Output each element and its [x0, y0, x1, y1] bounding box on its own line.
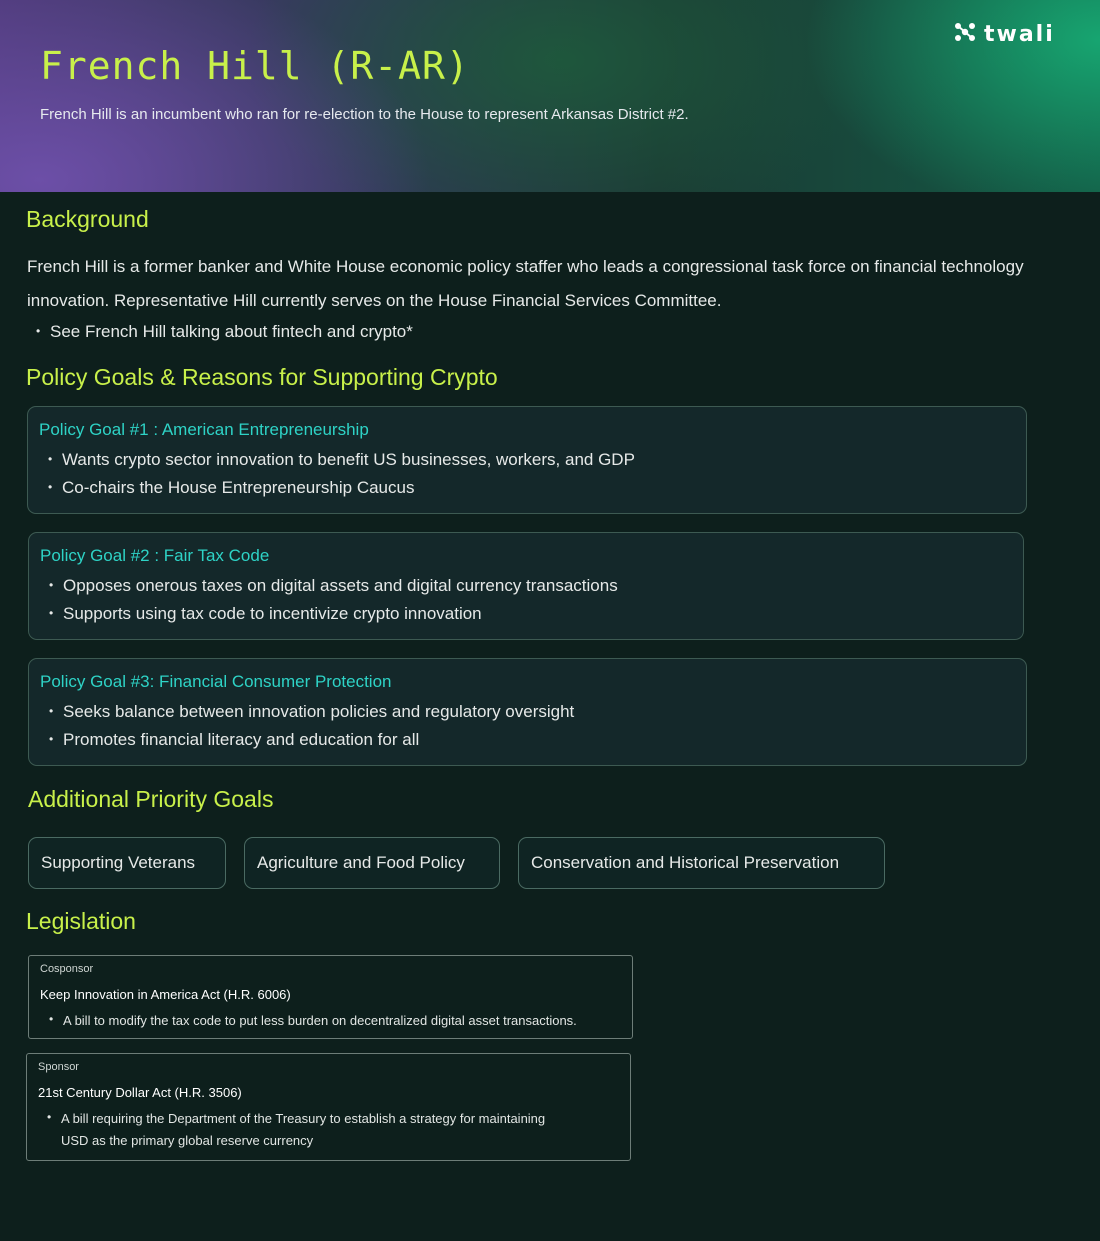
bill-description — [49, 1007, 577, 1033]
policy-goal-bullet-text: Opposes onerous taxes on digital assets and digital currency transactions — [63, 576, 618, 595]
policy-goal-title: Policy Goal #2 : Fair Tax Code — [40, 546, 270, 565]
bill-card-cosponsor — [28, 955, 633, 1039]
page-subtitle: French Hill is an incumbent who ran for re-election to the House to represent Arkansas District #2. — [40, 106, 689, 123]
bullet-icon: • — [36, 324, 41, 338]
policy-goal-bullet — [49, 702, 574, 722]
additional-goals-heading: Additional Priority Goals — [28, 786, 274, 812]
policy-heading: Policy Goals & Reasons for Supporting Crypto — [26, 364, 498, 390]
policy-goal-bullet — [49, 730, 419, 750]
logo-text: twali — [984, 21, 1055, 47]
bill-description-text: A bill requiring the Department of the Treasury to establish a strategy for maintaining — [61, 1111, 546, 1126]
bullet-icon: • — [49, 578, 54, 592]
policy-goal-bullet — [48, 450, 635, 470]
policy-goal-card-1 — [27, 406, 1027, 514]
bill-role: Cosponsor — [40, 963, 94, 975]
bill-card-sponsor — [26, 1053, 631, 1161]
priority-goal-pill: Supporting Veterans — [28, 837, 226, 889]
policy-goal-bullet-text: Wants crypto sector innovation to benefit US businesses, workers, and GDP — [62, 450, 635, 469]
bill-description-text: A bill to modify the tax code to put less burden on decentralized digital asset transactions. — [63, 1013, 577, 1028]
bill-description — [47, 1105, 545, 1131]
policy-goal-card-3 — [28, 658, 1027, 766]
fintech-video-link[interactable] — [36, 322, 413, 342]
background-paragraph: French Hill is a former banker and White House economic policy staffer who leads a congressional task force on financial technology innovation. Representative Hill currently serves on the House Financial Services Committee. — [27, 257, 1024, 310]
legislation-heading: Legislation — [26, 908, 136, 934]
policy-goal-title: Policy Goal #1 : American Entrepreneurship — [39, 420, 369, 439]
header-banner — [0, 0, 1100, 192]
policy-goal-bullet-text: Promotes financial literacy and education for all — [63, 730, 420, 749]
policy-goal-bullet-text: Co-chairs the House Entrepreneurship Caucus — [62, 478, 415, 497]
brand-logo[interactable] — [954, 22, 1055, 46]
bullet-icon: • — [48, 452, 53, 466]
page-title: French Hill (R-AR) — [40, 44, 470, 88]
fintech-video-link-text: See French Hill talking about fintech and crypto* — [50, 322, 413, 341]
policy-goal-bullet-text: Supports using tax code to incentivize crypto innovation — [63, 604, 482, 623]
priority-goal-pill: Agriculture and Food Policy — [244, 837, 500, 889]
bullet-icon: • — [47, 1110, 52, 1124]
priority-goal-pill: Conservation and Historical Preservation — [518, 837, 885, 889]
molecule-icon — [954, 21, 976, 48]
bill-title: Keep Innovation in America Act (H.R. 6006) — [40, 987, 291, 1002]
policy-goal-title: Policy Goal #3: Financial Consumer Protection — [40, 672, 392, 691]
bill-title: 21st Century Dollar Act (H.R. 3506) — [38, 1085, 242, 1100]
policy-goal-bullet-text: Seeks balance between innovation policies and regulatory oversight — [63, 702, 575, 721]
bill-description-continued: USD as the primary global reserve currency — [61, 1133, 314, 1148]
bullet-icon: • — [49, 704, 54, 718]
policy-goal-bullet — [48, 478, 414, 498]
policy-goal-bullet — [49, 604, 482, 624]
bullet-icon: • — [48, 480, 53, 494]
background-heading: Background — [26, 206, 149, 232]
bullet-icon: • — [49, 606, 54, 620]
bullet-icon: • — [49, 732, 54, 746]
bullet-icon: • — [49, 1012, 54, 1026]
policy-goal-bullet — [49, 576, 618, 596]
policy-goal-card-2 — [28, 532, 1024, 640]
bill-role: Sponsor — [38, 1061, 79, 1073]
